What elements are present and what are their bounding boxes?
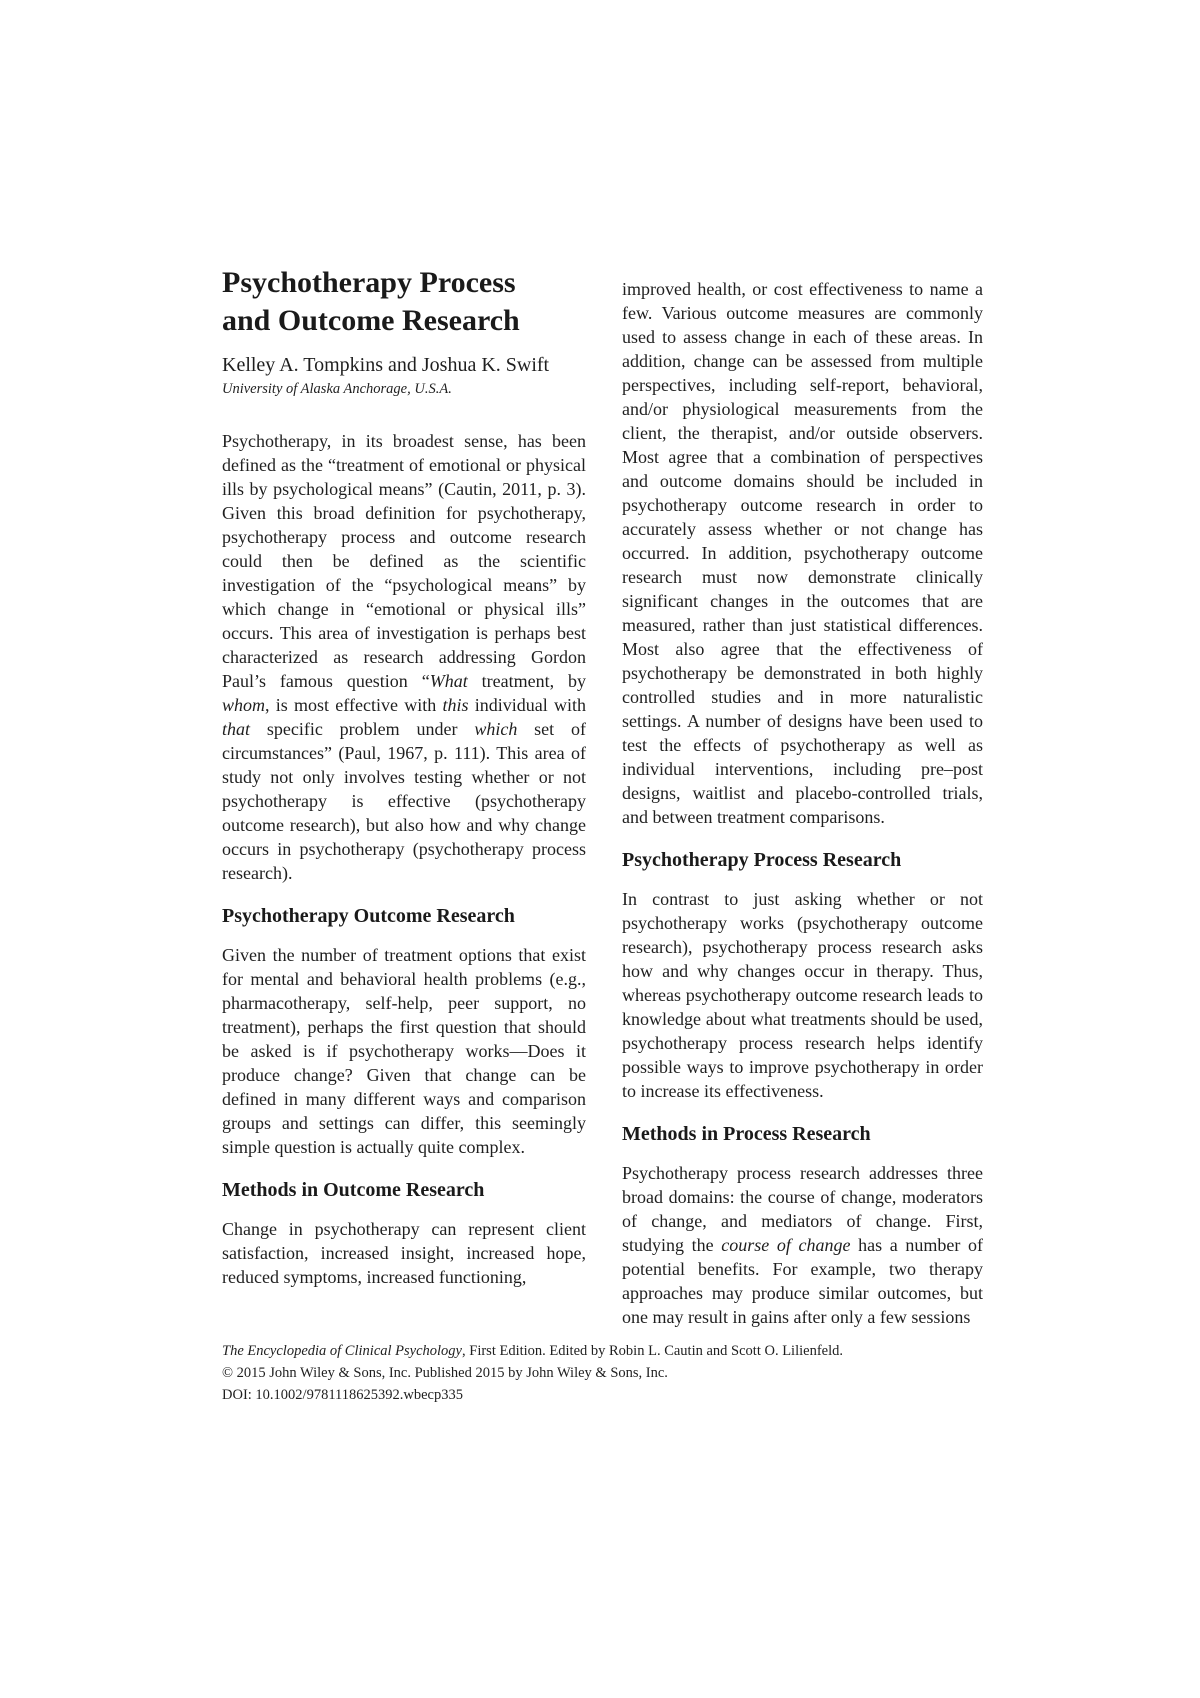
outcome-research-paragraph: Given the number of treatment options that exist for mental and behavioral health problems (e.g., pharmacotherapy, self-help, peer support, no treatment), perhaps the first question that should be asked is if psychotherapy works—Does it produce change? Given that change can be defined in many different ways and comparison groups and settings can differ, this seemingly simple question is actually quite complex.: [222, 945, 586, 1157]
left-column: [222, 429, 586, 1289]
article-title: Psychotherapy Process and Outcome Research: [222, 266, 520, 337]
intro-paragraph: Psychotherapy, in its broadest sense, has been defined as the “treatment of emotional or physical ills by psychological means” (Cautin, 2011, p. 3). Given this broad definition for psychotherapy, psychotherapy process and outcome research could then be defined as the scientific investigation of the “psychological means” by which change in “emotional or physical ills” occurs. This area of investigation is perhaps best characterized as research addressing Gordon Paul’s famous question “What treatment, by whom, is most effective with this individual with that specific problem under which set of circumstances” (Paul, 1967, p. 111). This area of study not only involves testing whether or not psychotherapy is effective (psychotherapy outcome research), but also how and why change occurs in psychotherapy (psychotherapy process research).: [222, 431, 587, 883]
process-research-paragraph: In contrast to just asking whether or not psychotherapy works (psychotherapy outcome research), psychotherapy process research asks how and why changes occur in therapy. Thus, whereas psychotherapy outcome research leads to knowledge about what treatments should be used, psychotherapy process research helps identify possible ways to improve psychotherapy in order to increase its effectiveness.: [622, 889, 983, 1101]
methods-outcome-heading: Methods in Outcome Research: [222, 1179, 485, 1201]
continued-paragraph: improved health, or cost effectiveness to name a few. Various outcome measures are commonly used to assess change in each of these areas. In addition, change can be assessed from multiple perspectives, including self-report, behavioral, and/or physiological measurements from the client, the therapist, and/or outside observers. Most agree that a combination of perspectives and outcome domains should be included in psychotherapy outcome research in order to accurately assess whether or not change has occurred. In addition, psychotherapy outcome research must now demonstrate clinically significant changes in the outcomes that are measured, rather than just statistical differences. Most also agree that the effectiveness of psychotherapy be demonstrated in both highly controlled studies and in more naturalistic settings. A number of designs have been used to test the effects of psychotherapy as well as individual interventions, including pre–post designs, waitlist and placebo-controlled trials, and between treatment comparisons.: [622, 279, 983, 827]
article-masthead: [222, 264, 586, 398]
publication-footer: [222, 1340, 922, 1406]
outcome-research-heading: Psychotherapy Outcome Research: [222, 905, 515, 927]
article-affiliation: University of Alaska Anchorage, U.S.A.: [222, 381, 452, 397]
process-research-heading: Psychotherapy Process Research: [622, 849, 902, 871]
article-authors: Kelley A. Tompkins and Joshua K. Swift: [222, 354, 550, 376]
footer-copyright-line: © 2015 John Wiley & Sons, Inc. Published 2015 by John Wiley & Sons, Inc.: [222, 1365, 668, 1381]
methods-process-heading: Methods in Process Research: [622, 1123, 871, 1145]
methods-outcome-paragraph: Change in psychotherapy can represent client satisfaction, increased insight, increased hope, reduced symptoms, increased functioning,: [222, 1219, 586, 1287]
footer-doi-line: DOI: 10.1002/9781118625392.wbecp335: [222, 1387, 463, 1403]
footer-edition-line: The Encyclopedia of Clinical Psychology, First Edition. Edited by Robin L. Cautin and Scott O. Lilienfeld.: [222, 1343, 843, 1359]
right-column: [622, 277, 983, 1329]
methods-process-paragraph: Psychotherapy process research addresses three broad domains: the course of change, moderators of change, and mediators of change. First, studying the course of change has a number of potential benefits. For example, two therapy approaches may produce similar outcomes, but one may result in gains after only a few sessions: [622, 1163, 983, 1327]
